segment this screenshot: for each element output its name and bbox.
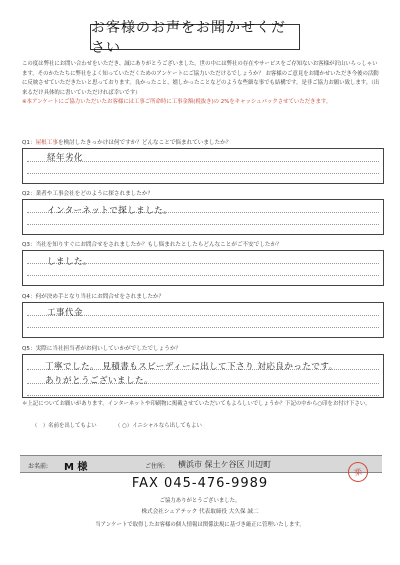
answer-3-text: しました。 — [47, 257, 93, 267]
question-2 — [22, 190, 384, 235]
seal-stamp: 楽 — [346, 460, 370, 484]
question-5 — [22, 345, 384, 398]
name-label: お名前: — [28, 463, 49, 470]
answer-box-2[interactable] — [22, 199, 384, 235]
answer-1-text: 経年劣化 — [47, 153, 84, 163]
question-2-label: Q2：業者や工事会社をどのように探されましたか？ — [22, 191, 154, 197]
customer-info-bar — [20, 455, 382, 473]
intro-paragraph: この度は弊社にお問い合わせをいただき、誠にありがとうございました。世の中には弊社の存在やサービスをご存知ないお客様が沢山いらっしゃいます。そのかたたちに弊社をよく知っていただくためのアンケートにご協力いただけるでしょうか？ お客様のご意見をお聞かせいただき今後の活動に反映させていただきたいと思っております。良かったこと、嬉しかったことなどのような些細な事でも結構です。是非ご協力お願い致します。（出来るだけ具体的に書いていただければ幸いです） — [22, 61, 380, 96]
name-value: M 様 — [64, 462, 88, 473]
answer-5-line-2: ありがとうございました。 — [45, 376, 154, 386]
answer-5-line-1: 丁寧でした。 見積書もスピーディーに出して下さり 対応良かったです。 — [45, 362, 338, 372]
fax-number: FAX 045-476-9989 — [131, 476, 269, 491]
question-3 — [22, 241, 384, 286]
question-5-label: Q5：実際に当社担当者がお伺いしていかがでしたでしょうか？ — [22, 346, 182, 352]
address-label: ご住所: — [145, 463, 166, 470]
question-4 — [22, 293, 384, 338]
answer-4-text: 工事代金 — [47, 308, 84, 318]
consent-text: ＊上記についてお願いがあります。インターネットや印刷物に掲載させていただいてもよろしいでしょうか？下記の中から○印をお付け下さい。 — [22, 401, 371, 407]
answer-box-4[interactable] — [22, 302, 384, 338]
answer-box-3[interactable] — [22, 250, 384, 286]
thanks-text: ご協力ありがとうございました。 — [159, 498, 241, 504]
question-1-label: Q1：屋根工事を検討したきっかけは何ですか？どんなことで悩まれていましたか？ — [22, 140, 232, 146]
question-3-label: Q3：当社を知りすぐにお問合せをされましたか？もし悩まれたとしたらどんなことがご不安でしたか？ — [22, 242, 282, 248]
page-title: お客様のお声をお聞かせください — [90, 24, 300, 50]
intro-text — [22, 60, 382, 108]
question-4-label: Q4：何が決め手となり当社にお問合せをされましたか？ — [22, 294, 165, 300]
answer-box-5[interactable] — [22, 354, 384, 398]
company-name: 株式会社シェアテック 代表取締役 大久保 誠二 — [141, 509, 259, 515]
answer-2-text: インターネットで探しました。 — [47, 206, 173, 216]
cashback-note: ※本アンケートにご協力いただいたお客様には工事ご所命時に工事金額(税抜き)の 2%をキャッシュバックさせていただきます。 — [22, 99, 332, 106]
answer-box-1[interactable] — [22, 148, 384, 184]
consent-option-initials[interactable]: （ ○）イニシャルなら出してもよい — [115, 423, 202, 429]
address-value: 横浜市 保土ケ谷区 川辺町 — [178, 460, 272, 469]
question-1 — [22, 139, 384, 184]
privacy-notice: 当アンケートで取得したお客様の個人情報は関係法規に基づき厳正に管理いたします。 — [95, 522, 305, 528]
consent-option-name[interactable]: （ ）名前を出してもよい — [32, 423, 97, 429]
